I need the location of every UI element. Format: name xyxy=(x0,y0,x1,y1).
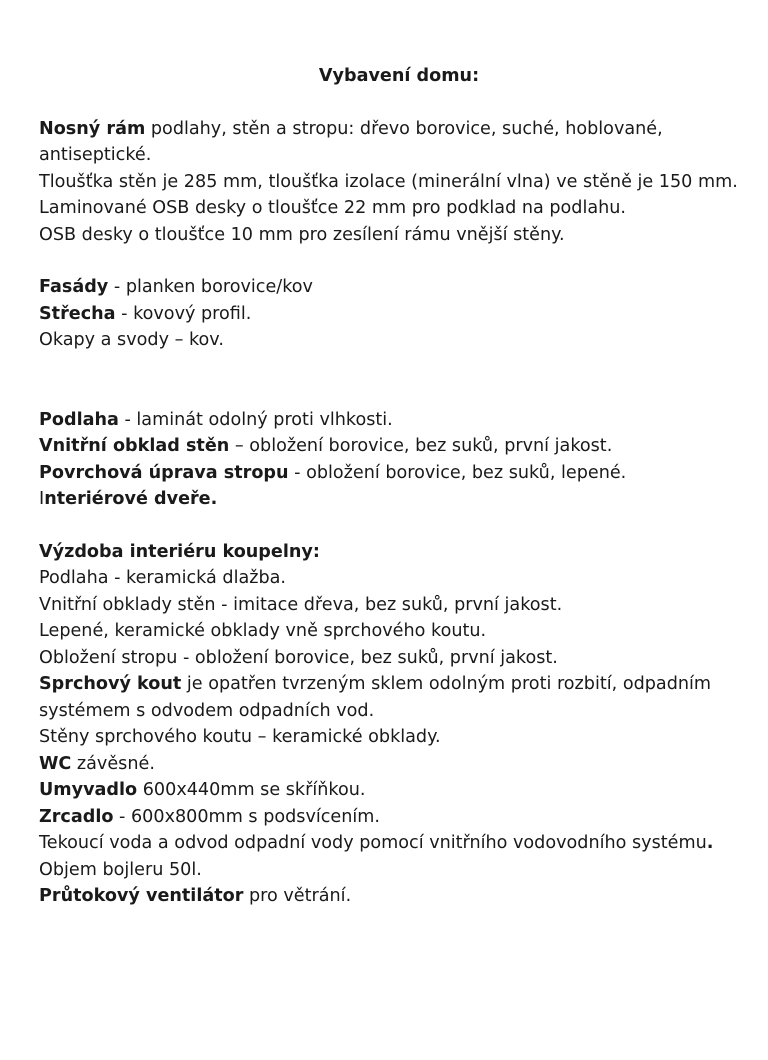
osb-wall-line: OSB desky o tloušťce 10 mm pro zesílení rámu vnější stěny. xyxy=(39,224,565,245)
wall-thickness-line: Tloušťka stěn je 285 mm, tloušťka izolace (minerální vlna) ve stěně je 150 mm. xyxy=(39,171,738,192)
wc-line xyxy=(39,751,739,778)
mirror-line xyxy=(39,804,739,831)
bathroom-section xyxy=(39,539,739,910)
fan-label: Průtokový ventilátor xyxy=(39,886,244,906)
ceiling-line xyxy=(39,460,739,487)
frame-label: Nosný rám xyxy=(39,118,146,139)
shower-label: Sprchový kout xyxy=(39,674,182,694)
bath-ceiling-line: Obložení stropu - obložení borovice, bez suků, první jakost. xyxy=(39,647,558,668)
bath-floor-line: Podlaha - keramická dlažba. xyxy=(39,568,287,588)
roof-label: Střecha xyxy=(39,303,116,324)
fan-line xyxy=(39,883,739,910)
water-line xyxy=(39,830,739,883)
water-text-2: Objem bojleru 50l. xyxy=(39,859,202,880)
facade-text: - planken borovice/kov xyxy=(108,277,313,297)
facade-label: Fasády xyxy=(39,277,109,297)
document-body xyxy=(39,63,739,936)
exterior-section xyxy=(39,274,739,354)
sink-label: Umyvadlo xyxy=(39,780,138,800)
bath-walls-line: Vnitřní obklady stěn - imitace dřeva, bez suků, první jakost. xyxy=(39,594,563,615)
doors-label: nteriérové dveře. xyxy=(44,489,218,509)
frame-text: podlahy, stěn a stropu: dřevo borovice, suché, hoblované, antiseptické. xyxy=(39,118,663,165)
gutters-line: Okapy a svody – kov. xyxy=(39,330,224,350)
frame-section xyxy=(39,116,739,249)
bathroom-heading xyxy=(39,539,739,566)
floor-label: Podlaha xyxy=(39,409,119,430)
bathroom-heading-text: Výzdoba interiéru koupelny: xyxy=(39,541,320,562)
sink-text: 600x440mm se skříňkou. xyxy=(137,780,366,800)
ceiling-text: - obložení borovice, bez suků, lepené. xyxy=(288,462,627,483)
shower-text: je opatřen tvrzeným sklem odolným proti rozbití, odpadním systémem s odvodem odpadních vod. xyxy=(39,674,712,721)
mirror-text: - 600x800mm s podsvícením. xyxy=(113,806,381,827)
fan-text: pro větrání. xyxy=(243,886,352,906)
wc-text: závěsné. xyxy=(71,753,155,774)
shower-walls-line: Stěny sprchového koutu – keramické obklady. xyxy=(39,727,441,747)
roof-text: - kovový profil. xyxy=(115,303,252,324)
walls-line xyxy=(39,433,739,460)
floor-line xyxy=(39,407,739,434)
floor-text: - laminát odolný proti vlhkosti. xyxy=(118,409,393,430)
water-text: Tekoucí voda a odvod odpadní vody pomocí vnitřního vodovodního systému xyxy=(39,833,707,853)
page-title: Vybavení domu: xyxy=(318,66,480,86)
mirror-label: Zrcadlo xyxy=(39,806,114,827)
shower-line xyxy=(39,671,739,724)
roof-line xyxy=(39,301,739,328)
wc-label: WC xyxy=(39,753,72,774)
frame-line xyxy=(39,116,739,169)
walls-label: Vnitřní obklad stěn xyxy=(39,436,230,456)
osb-floor-line: Laminované OSB desky o tloušťce 22 mm pro podklad na podlahu. xyxy=(39,198,627,218)
doors-prefix: I xyxy=(39,489,45,509)
interior-section xyxy=(39,407,739,513)
water-dot: . xyxy=(706,833,714,853)
sink-line xyxy=(39,777,739,804)
ceiling-label: Povrchová úprava stropu xyxy=(39,462,289,483)
doors-line xyxy=(39,486,739,513)
facade-line xyxy=(39,274,739,301)
walls-text: – obložení borovice, bez suků, první jakost. xyxy=(229,436,613,456)
bath-tiles-line: Lepené, keramické obklady vně sprchového koutu. xyxy=(39,621,487,641)
